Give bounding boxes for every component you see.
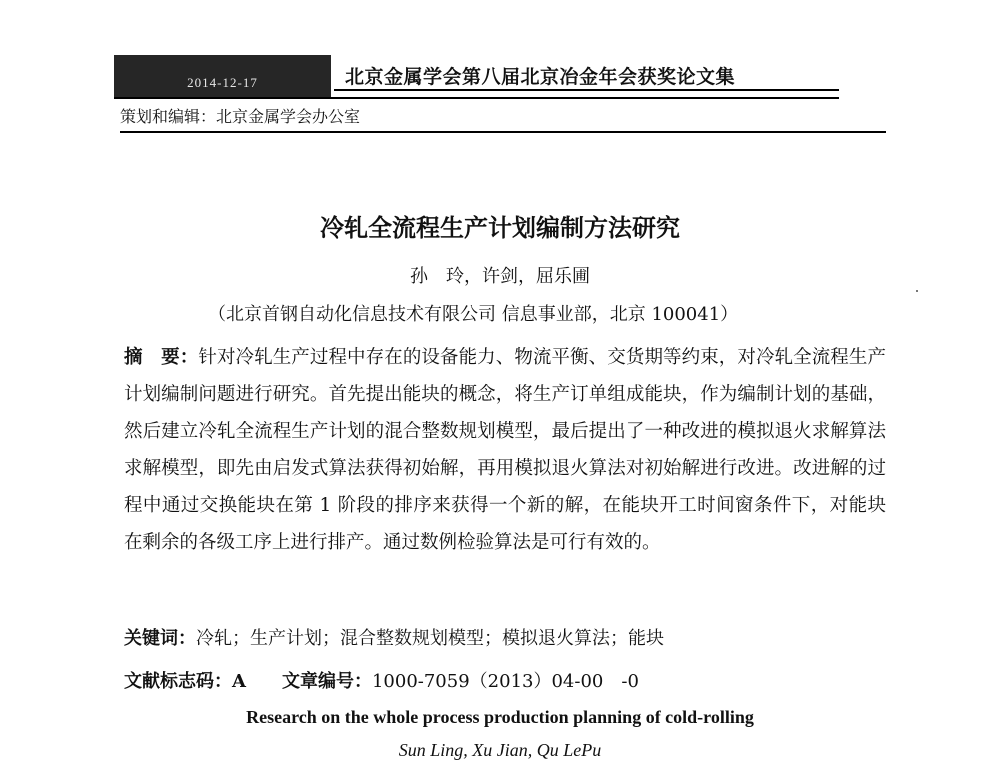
scan-speck [916,290,918,292]
editor-rule [120,131,886,133]
english-authors: Sun Ling, Xu Jian, Qu LePu [398,740,602,760]
authors: 孙 玲，许剑，屈乐圃 [410,266,590,287]
abstract-text: 针对冷轧生产过程中存在的设备能力、物流平衡、交货期等约束，对冷轧全流程生产计划编制问题进行研究。首先提出能块的概念，将生产订单组成能块，作为编制计划的基础，然后建立冷轧全流程生产计划的混合整数规划模型，最后提出了一种改进的模拟退火求解算法求解模型，即先由启发式算法获得初始解，再用模拟退火算法对初始解进行改进。改进解的过程中通过交换能块在第 1 阶段的排序来获得一个新的解，在能块开工时间窗条件下，对能块在剩余的各级工序上进行排产。通过数例检验算法是可行有效的。 [124,347,886,553]
document-info [124,667,639,693]
proceedings-title: 北京金属学会第八届北京冶金年会获奖论文集 [345,66,736,88]
date-text: 2014-12-17 [187,75,258,90]
affiliation: （北京首钢自动化信息技术有限公司 信息事业部，北京 100041） [208,304,739,325]
editor-line: 策划和编辑：北京金属学会办公室 [120,107,361,126]
doc-code-label: 文献标志码： [124,671,232,692]
english-title: Research on the whole process production planning of cold-rolling [246,707,754,727]
abstract-label: 摘 要： [124,347,199,368]
keywords-text: 冷轧；生产计划；混合整数规划模型；模拟退火算法；能块 [196,628,664,649]
article-no-value: 1000-7059（2013）04-00 -0 [371,671,639,692]
header-rule-bottom [114,97,839,99]
keywords-label: 关键词： [124,628,196,649]
paper-title: 冷轧全流程生产计划编制方法研究 [320,213,680,242]
article-no-label: 文章编号： [281,671,372,692]
doc-code-value: A [232,671,246,692]
keywords [124,624,664,650]
header-rule-top [334,89,839,91]
date-banner [114,55,331,97]
abstract [124,339,886,561]
